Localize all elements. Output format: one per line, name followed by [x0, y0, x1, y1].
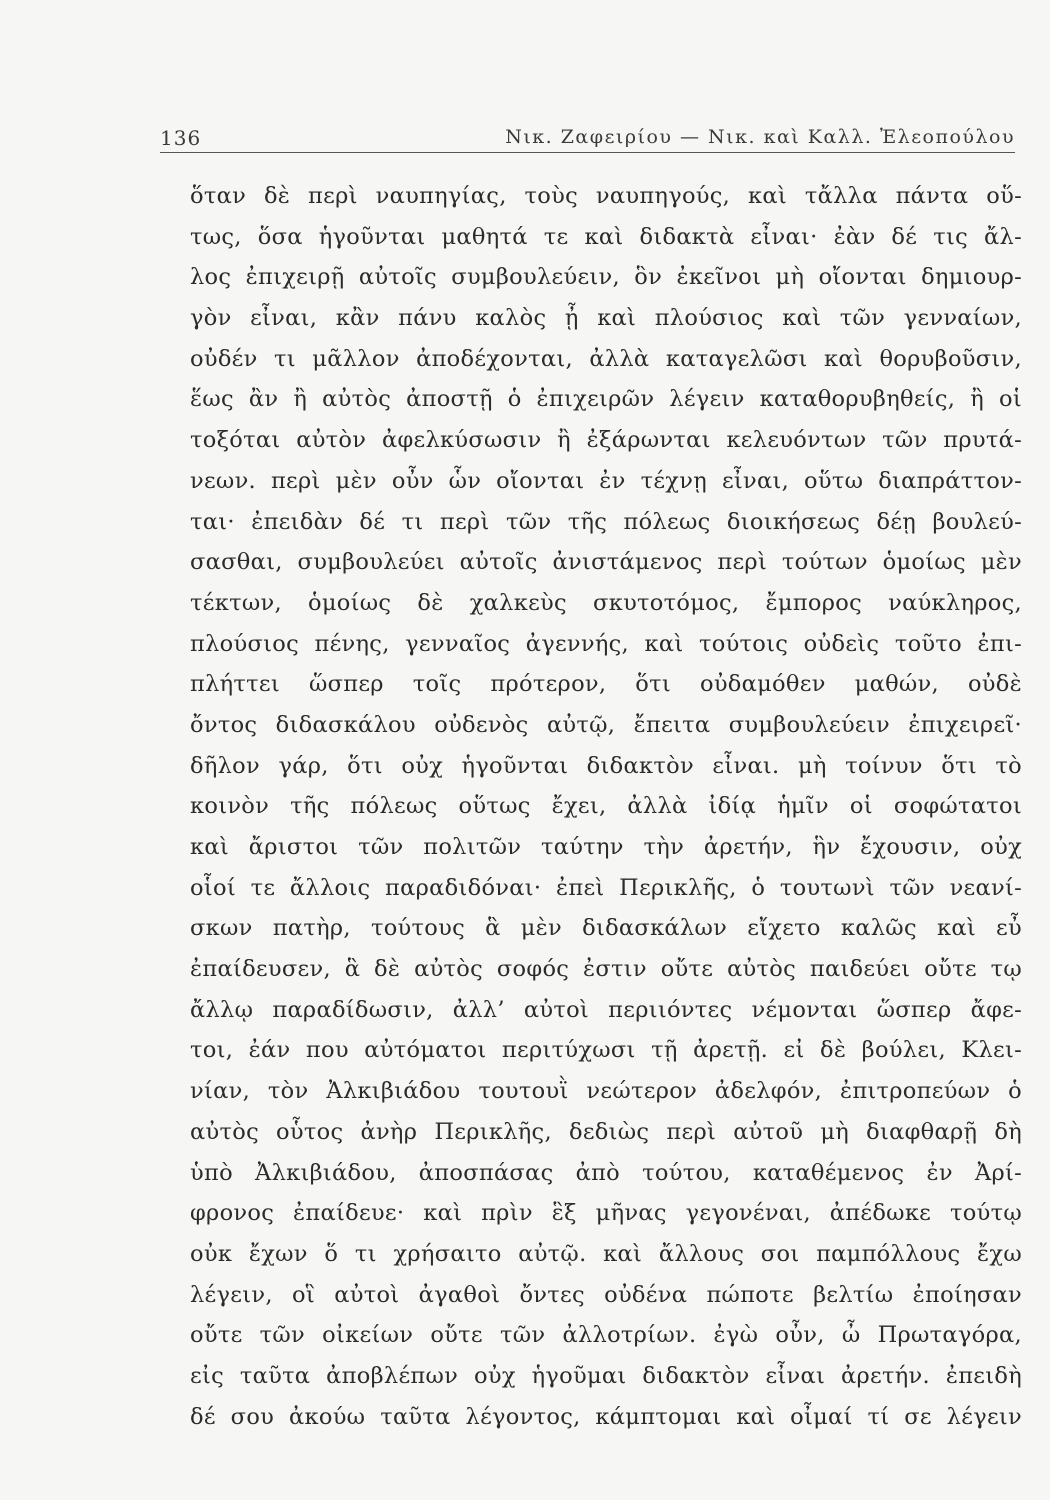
text-line: καὶ ἄριστοι τῶν πολιτῶν ταύτην τὴν ἀρετήν, ἣν ἔχουσιν, οὐχ: [190, 834, 1022, 860]
text-line: γὸν εἶναι, κἂν πάνυ καλὸς ᾖ καὶ πλούσιος καὶ τῶν γενναίων,: [190, 305, 1022, 332]
text-line: οἷοί τε ἄλλοις παραδιδόναι· ἐπεὶ Περικλῆς, ὁ τουτωνὶ τῶν νεανί-: [190, 874, 1022, 901]
running-head: [160, 120, 1015, 152]
text-line: ἐπαίδευσεν, ἃ δὲ αὐτὸς σοφός ἐστιν οὔτε αὐτὸς παιδεύει οὔτε τῳ: [190, 956, 1022, 983]
body-text: [190, 176, 1022, 1437]
text-line: ὑπὸ Ἀλκιβιάδου, ἀποσπάσας ἀπὸ τούτου, καταθέμενος ἐν Ἀρί-: [190, 1159, 1022, 1186]
text-line: λέγειν, οἳ αὐτοὶ ἀγαθοὶ ὄντες οὐδένα πώποτε βελτίω ἐποίησαν: [190, 1281, 1022, 1308]
text-line: νεων. περὶ μὲν οὖν ὧν οἴονται ἐν τέχνῃ εἶναι, οὕτω διαπράττον-: [190, 467, 1022, 494]
text-line: ται· ἐπειδὰν δέ τι περὶ τῶν τῆς πόλεως διοικήσεως δέῃ βουλεύ-: [190, 508, 1022, 535]
text-line: σασθαι, συμβουλεύει αὐτοῖς ἀνιστάμενος περὶ τούτων ὁμοίως μὲν: [190, 549, 1022, 576]
text-line: ὄντος διδασκάλου οὐδενὸς αὐτῷ, ἔπειτα συμβουλεύειν ἐπιχειρεῖ·: [190, 711, 1022, 738]
text-line: εἰς ταῦτα ἀποβλέπων οὐχ ἡγοῦμαι διδακτὸν εἶναι ἀρετήν. ἐπειδὴ: [190, 1362, 1022, 1389]
text-line: οὐδέν τι μᾶλλον ἀποδέχονται, ἀλλὰ καταγελῶσι καὶ θορυβοῦσιν,: [190, 345, 1022, 372]
header-rule: [160, 152, 1015, 153]
text-line: δῆλον γάρ, ὅτι οὐχ ἡγοῦνται διδακτὸν εἶναι. μὴ τοίνυν ὅτι τὸ: [190, 752, 1022, 779]
text-line: νίαν, τὸν Ἀλκιβιάδου τουτουῒ νεώτερον ἀδελφόν, ἐπιτροπεύων ὁ: [190, 1078, 1022, 1105]
running-title: Νικ. Ζαφειρίου — Νικ. καὶ Καλλ. Ἐλεοπούλου: [505, 126, 1015, 148]
text-line: οὔτε τῶν οἰκείων οὔτε τῶν ἀλλοτρίων. ἐγὼ οὖν, ὦ Πρωταγόρα,: [190, 1322, 1022, 1349]
text-line: πλήττει ὥσπερ τοῖς πρότερον, ὅτι οὐδαμόθεν μαθών, οὐδὲ: [190, 671, 1022, 698]
text-line: ἄλλῳ παραδίδωσιν, ἀλλ’ αὐτοὶ περιιόντες νέμονται ὥσπερ ἄφε-: [190, 996, 1022, 1023]
text-line: λος ἐπιχειρῇ αὐτοῖς συμβουλεύειν, ὃν ἐκεῖνοι μὴ οἴονται δημιουρ-: [190, 264, 1022, 291]
page-number: 136: [160, 126, 202, 150]
text-line: τοξόται αὐτὸν ἀφελκύσωσιν ἢ ἐξάρωνται κελευόντων τῶν πρυτά-: [190, 427, 1022, 454]
text-line: ἕως ἂν ἢ αὐτὸς ἀποστῇ ὁ ἐπιχειρῶν λέγειν καταθορυβηθείς, ἢ οἱ: [190, 386, 1022, 413]
text-line: σκων πατὴρ, τούτους ἃ μὲν διδασκάλων εἴχετο καλῶς καὶ εὖ: [190, 915, 1022, 942]
text-line: ὅταν δὲ περὶ ναυπηγίας, τοὺς ναυπηγούς, καὶ τἄλλα πάντα οὕ-: [190, 183, 1022, 209]
text-line: οὐκ ἔχων ὅ τι χρήσαιτο αὐτῷ. καὶ ἄλλους σοι παμπόλλους ἔχω: [190, 1240, 1022, 1267]
text-line: αὐτὸς οὗτος ἀνὴρ Περικλῆς, δεδιὼς περὶ αὐτοῦ μὴ διαφθαρῇ δὴ: [190, 1118, 1022, 1145]
text-line: δέ σου ἀκούω ταῦτα λέγοντος, κάμπτομαι καὶ οἶμαί τί σε λέγειν: [190, 1403, 1022, 1430]
text-line: τέκτων, ὁμοίως δὲ χαλκεὺς σκυτοτόμος, ἔμπορος ναύκληρος,: [190, 589, 1022, 616]
text-line: φρονος ἐπαίδευε· καὶ πρὶν ἓξ μῆνας γεγονέναι, ἀπέδωκε τούτῳ: [190, 1200, 1022, 1227]
text-line: τως, ὅσα ἡγοῦνται μαθητά τε καὶ διδακτὰ εἶναι· ἐὰν δέ τις ἄλ-: [190, 223, 1022, 250]
text-line: τοι, ἐάν που αὐτόματοι περιτύχωσι τῇ ἀρετῇ. εἰ δὲ βούλει, Κλει-: [190, 1037, 1022, 1064]
text-line: κοινὸν τῆς πόλεως οὕτως ἔχει, ἀλλὰ ἰδίᾳ ἡμῖν οἱ σοφώτατοι: [190, 793, 1022, 820]
text-line: πλούσιος πένης, γενναῖος ἀγεννής, καὶ τούτοις οὐδεὶς τοῦτο ἐπι-: [190, 630, 1022, 657]
